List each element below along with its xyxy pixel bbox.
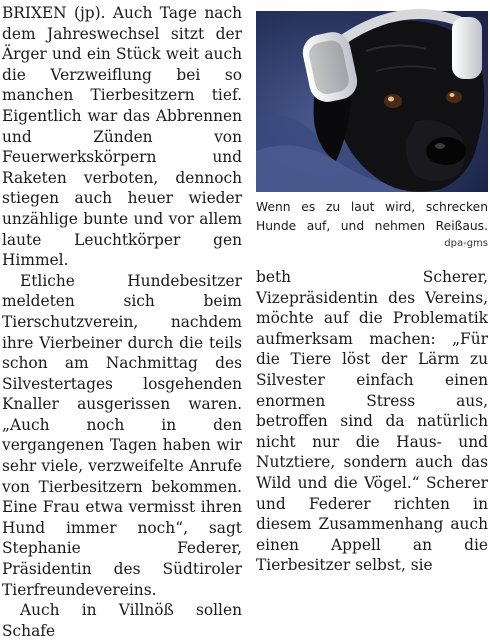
dog-with-headphones-image xyxy=(256,11,488,192)
photo-caption: Wenn es zu laut wird, schrecken Hunde auf, und nehmen Reißaus. xyxy=(256,200,488,233)
article-paragraph: beth Scherer, Vizepräsidentin des Vereins, möchte auf die Problematik aufmerksam machen: „Für die Tiere löst der Lärm zu Silvester einfach einen enormen Stress aus, betroffen sind da natürlich nicht nur die Haus- und Nutztiere, sondern auch das Wild und die Vögel.“ Scherer und Federer richten in diesem Zusammenhang auch einen Appell an die Tierbesitzer selbst, sie xyxy=(256,268,488,575)
article-paragraph: Etliche Hundebesitzer meldeten sich beim Tierschutzverein, nachdem ihre Vierbeiner durch die teils schon am Nachmittag des Silvestertages losgehenden Knaller ausgerissen waren. „Auch noch in den vergangenen Tagen haben wir sehr viele, verzweifelte Anrufe von Tierbesitzern bekommen. Eine Frau etwa vermisst ihren Hund immer noch“, sagt Stephanie Federer, Präsidentin des Südtiroler Tierfreundevereins. xyxy=(2,271,242,599)
article-paragraph: Auch in Villnöß sollen Schafe xyxy=(2,601,242,640)
dog-photo xyxy=(256,11,488,192)
article-column-right xyxy=(256,267,488,575)
photo-credit: dpa-gms xyxy=(444,238,488,249)
article-column-left xyxy=(2,3,242,640)
article-paragraph: BRIXEN (jp). Auch Tage nach dem Jahreswechsel sitzt der Ärger und ein Stück weit auch die Verzweiflung bei so manchen Tierbesitzern tief. Eigentlich war das Abbrennen und Zünden von Feuerwerkskörpern und Raketen verboten, dennoch stiegen auch heuer wieder unzählige bunte und vor allem laute Leuchtkörper gen Himmel. xyxy=(2,4,242,270)
